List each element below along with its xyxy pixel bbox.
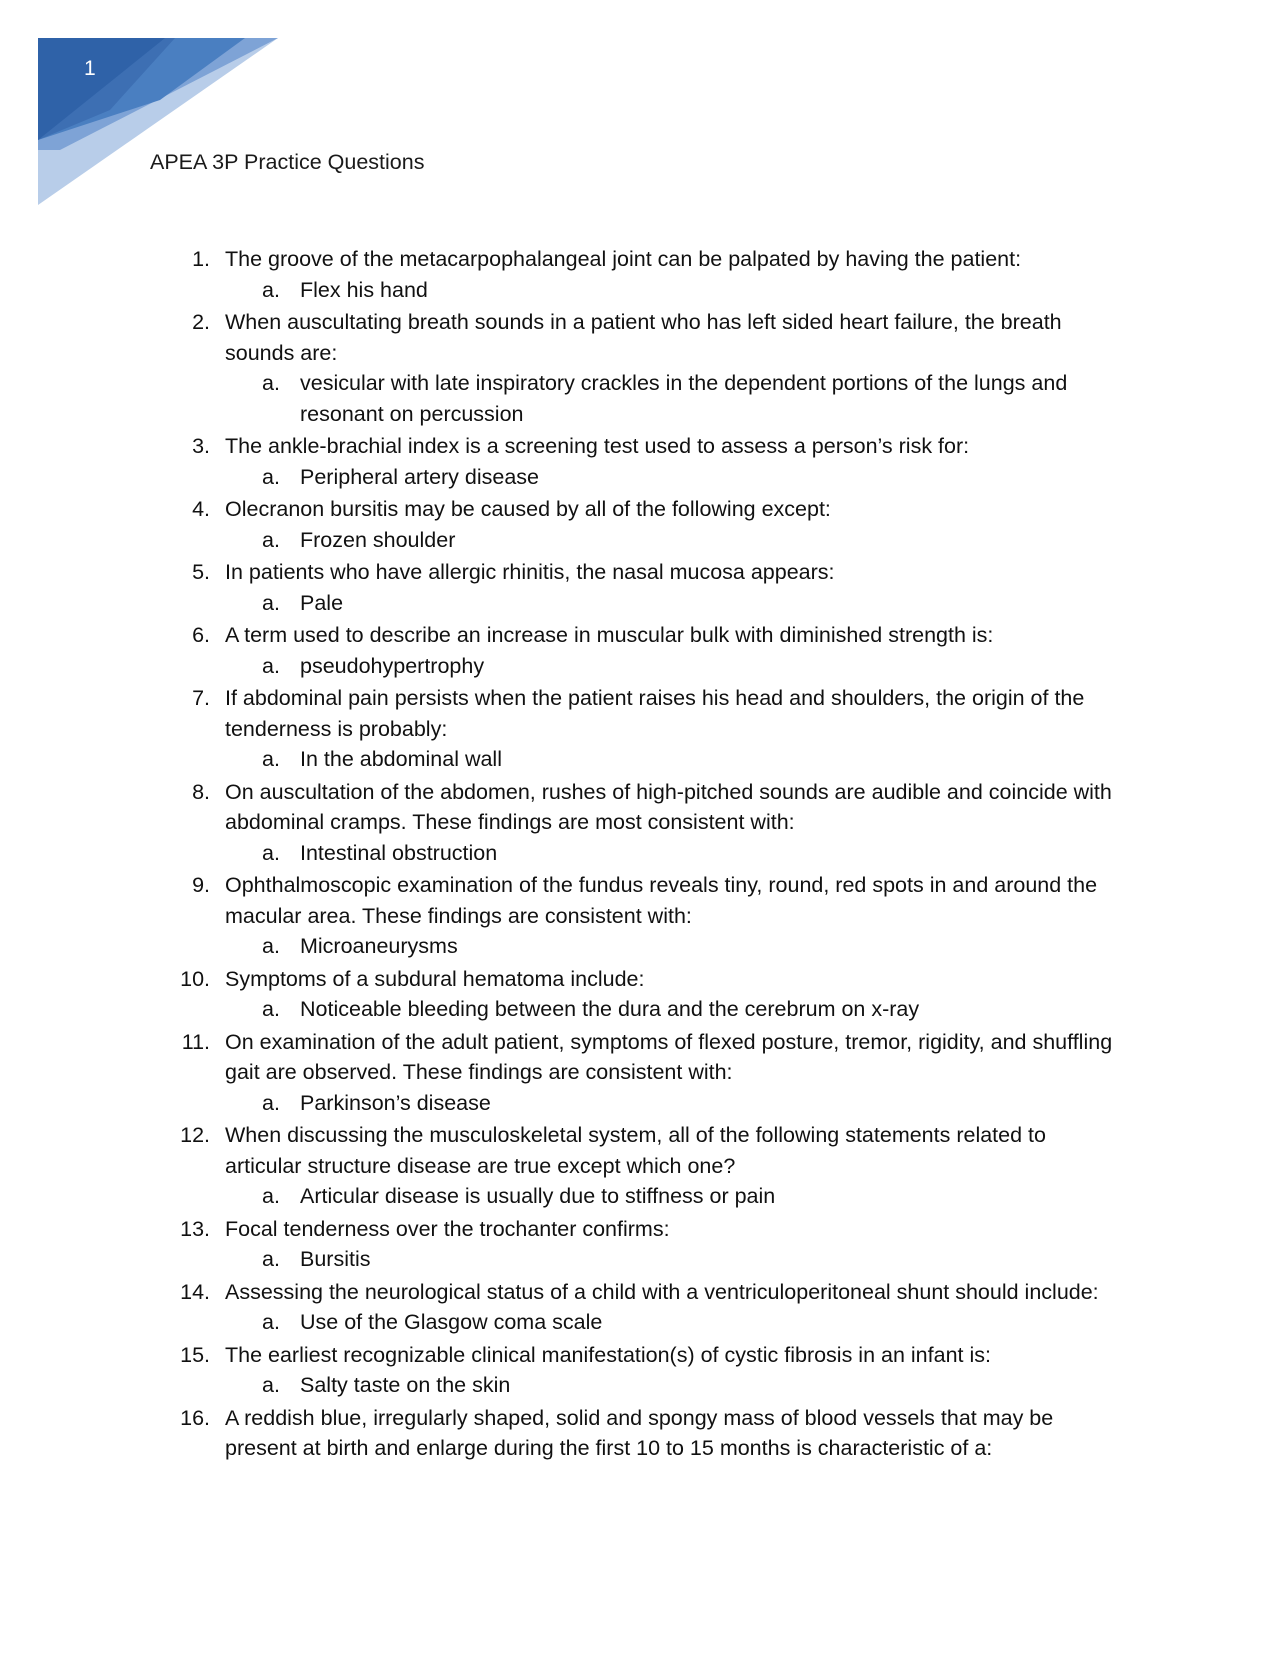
answer-option: [0, 994, 1280, 1025]
question-item: [0, 1027, 1280, 1119]
question-text: On auscultation of the abdomen, rushes of high-pitched sounds are audible and coincide with abdominal cramps. These findings are most consistent with:: [225, 779, 1112, 834]
question-number: 2.: [192, 310, 210, 334]
header-corner-decoration: [0, 0, 300, 220]
document-title: APEA 3P Practice Questions: [150, 150, 425, 174]
question-number: 6.: [192, 623, 210, 647]
answer-option: [0, 931, 1280, 962]
answer-option: [0, 525, 1280, 556]
question-number: 4.: [192, 497, 210, 521]
answer-option: [0, 838, 1280, 869]
answer-option: [0, 1370, 1280, 1401]
answer-letter: a.: [262, 997, 280, 1021]
answer-letter: a.: [262, 747, 280, 771]
answer-letter: a.: [262, 653, 280, 678]
page-number: 1: [84, 57, 96, 80]
answer-option: [0, 1307, 1280, 1338]
answer-text: vesicular with late inspiratory crackles in the dependent portions of the lungs and resonant on percussion: [300, 371, 1068, 426]
answer-text: Salty taste on the skin: [300, 1373, 511, 1397]
answer-letter: a.: [262, 1310, 280, 1334]
question-item: [0, 244, 1280, 305]
answer-letter: a.: [262, 934, 280, 958]
question-item: [0, 1277, 1280, 1338]
question-item: [0, 1214, 1280, 1275]
answer-option: [0, 462, 1280, 493]
question-number: 1.: [192, 247, 210, 271]
question-list: [0, 244, 1280, 1466]
question-text: A term used to describe an increase in muscular bulk with diminished strength is:: [225, 623, 994, 647]
question-text: The ankle-brachial index is a screening test used to assess a person’s risk for:: [225, 434, 970, 458]
answer-letter: a.: [262, 1090, 280, 1115]
question-number: 8.: [192, 779, 210, 804]
question-text: Focal tenderness over the trochanter confirms:: [225, 1216, 670, 1241]
answer-text: Intestinal obstruction: [300, 840, 498, 865]
question-text: When auscultating breath sounds in a patient who has left sided heart failure, the breath sounds are:: [225, 310, 1062, 365]
question-number: 13.: [180, 1216, 210, 1241]
answer-option: [0, 275, 1280, 306]
question-item: [0, 777, 1280, 869]
question-item: [0, 620, 1280, 681]
answer-text: Peripheral artery disease: [300, 464, 540, 489]
answer-text: Parkinson’s disease: [300, 1090, 491, 1115]
answer-option: [0, 1088, 1280, 1119]
question-number: 7.: [192, 686, 210, 710]
question-item: [0, 1340, 1280, 1401]
question-text: Symptoms of a subdural hematoma include:: [225, 966, 645, 991]
question-number: 3.: [192, 434, 210, 458]
question-item: [0, 494, 1280, 555]
answer-text: pseudohypertrophy: [300, 653, 485, 678]
answer-option: [0, 1244, 1280, 1275]
answer-letter: a.: [262, 1373, 280, 1397]
question-number: 14.: [180, 1279, 210, 1304]
question-text: Assessing the neurological status of a child with a ventriculoperitoneal shunt should include:: [225, 1279, 1099, 1304]
question-number: 10.: [180, 966, 210, 991]
question-text: Ophthalmoscopic examination of the fundus reveals tiny, round, red spots in and around the macular area. These findings are consistent with:: [225, 873, 1098, 928]
question-number: 15.: [180, 1342, 210, 1367]
question-number: 12.: [180, 1123, 210, 1147]
answer-text: Flex his hand: [300, 277, 428, 302]
question-item: [0, 870, 1280, 962]
question-number: 11.: [181, 1029, 210, 1054]
question-item: [0, 683, 1280, 775]
answer-letter: a.: [262, 1184, 280, 1208]
answer-text: Noticeable bleeding between the dura and the cerebrum on x-ray: [300, 997, 920, 1021]
question-item: [0, 431, 1280, 492]
question-text: In patients who have allergic rhinitis, the nasal mucosa appears:: [225, 560, 835, 584]
answer-letter: a.: [262, 464, 280, 489]
question-number: 9.: [192, 873, 210, 897]
answer-text: Articular disease is usually due to stiffness or pain: [300, 1184, 776, 1208]
question-item: [0, 557, 1280, 618]
answer-letter: a.: [262, 590, 280, 615]
question-text: The earliest recognizable clinical manifestation(s) of cystic fibrosis in an infant is:: [225, 1342, 991, 1367]
answer-letter: a.: [262, 527, 280, 552]
question-number: 16.: [180, 1405, 210, 1430]
answer-letter: a.: [262, 277, 280, 302]
answer-text: Microaneurysms: [300, 934, 458, 958]
answer-option: [0, 651, 1280, 682]
answer-option: [0, 368, 1280, 429]
question-number: 5.: [192, 560, 210, 584]
question-text: A reddish blue, irregularly shaped, solid and spongy mass of blood vessels that may be present at birth and enlarge during the first 10 to 15 months is characteristic of a:: [225, 1405, 1054, 1460]
answer-letter: a.: [262, 840, 280, 865]
question-item: [0, 307, 1280, 429]
question-text: If abdominal pain persists when the patient raises his head and shoulders, the origin of the tenderness is probably:: [225, 686, 1085, 741]
answer-text: Frozen shoulder: [300, 527, 456, 552]
question-item: [0, 1120, 1280, 1212]
question-text: The groove of the metacarpophalangeal joint can be palpated by having the patient:: [225, 247, 1022, 271]
question-item: [0, 1403, 1280, 1464]
answer-option: [0, 588, 1280, 619]
answer-letter: a.: [262, 371, 280, 395]
answer-text: Use of the Glasgow coma scale: [300, 1310, 603, 1334]
answer-text: In the abdominal wall: [300, 747, 502, 771]
question-text: On examination of the adult patient, symptoms of flexed posture, tremor, rigidity, and shuffling gait are observed. These findings are consistent with:: [225, 1029, 1113, 1084]
answer-option: [0, 1181, 1280, 1212]
answer-text: Pale: [300, 590, 344, 615]
question-item: [0, 964, 1280, 1025]
answer-letter: a.: [262, 1247, 280, 1271]
answer-option: [0, 744, 1280, 775]
question-text: When discussing the musculoskeletal system, all of the following statements related to articular structure disease are true except which one?: [225, 1123, 1046, 1178]
answer-text: Bursitis: [300, 1247, 371, 1271]
question-text: Olecranon bursitis may be caused by all of the following except:: [225, 497, 831, 521]
